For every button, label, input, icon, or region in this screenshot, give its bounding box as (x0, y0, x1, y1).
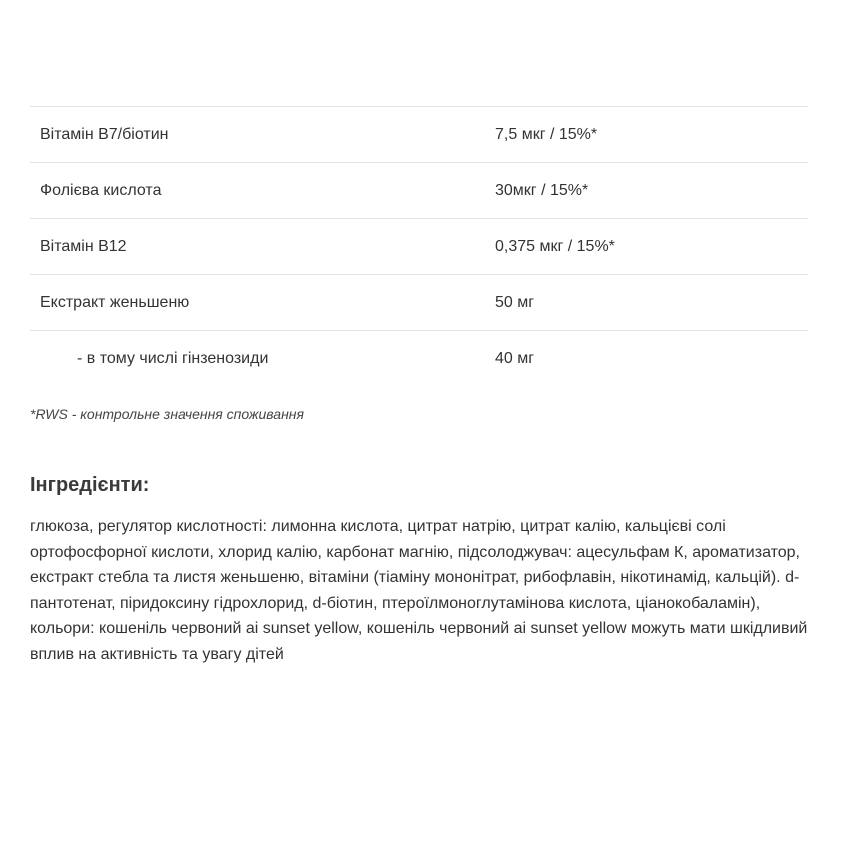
ingredients-text: глюкоза, регулятор кислотності: лимонна кислота, цитрат натрію, цитрат калію, кальцієві солі ортофосфорної кислоти, хлорид калію, карбонат магнію, підсолоджувач: ацесульфам К, ароматизатор, екстракт стебла та листя женьшеню, вітаміни (тіаміну мононітрат, рибофлавін, нікотинамід, кальцій). d-пантотенат, піридоксину гідрохлорид, d-біотин, птероїлмоноглутамінова кислота, ціанокобаламін), кольори: кошеніль червоний аі sunset yellow, кошеніль червоний аі sunset yellow можуть мати шкідливий вплив на активність та увагу дітей (30, 518, 808, 663)
table-row (30, 107, 808, 163)
nutrient-value: 50 мг (495, 275, 808, 331)
nutrient-name: Екстракт женьшеню (30, 275, 495, 331)
table-row (30, 219, 808, 275)
nutrient-value: 40 мг (495, 349, 535, 367)
nutrient-value: 30мкг / 15%* (495, 163, 808, 219)
nutrient-value: 7,5 мкг / 15%* (495, 107, 808, 163)
nutrient-name: Вітамін B7/біотин (30, 107, 495, 163)
ingredients-heading: Інгредієнти: (30, 474, 150, 496)
nutrient-value: 0,375 мкг / 15%* (495, 219, 808, 275)
nutrition-table (30, 106, 808, 386)
nutrient-name: Фолієва кислота (30, 163, 495, 219)
nutrient-name: Вітамін B12 (30, 219, 495, 275)
rws-footnote: *RWS - контрольне значення споживання (30, 406, 304, 422)
table-row (30, 163, 808, 219)
table-row (30, 331, 808, 387)
nutrient-name: - в тому числі гінзенозиди (77, 349, 269, 367)
table-row (30, 275, 808, 331)
